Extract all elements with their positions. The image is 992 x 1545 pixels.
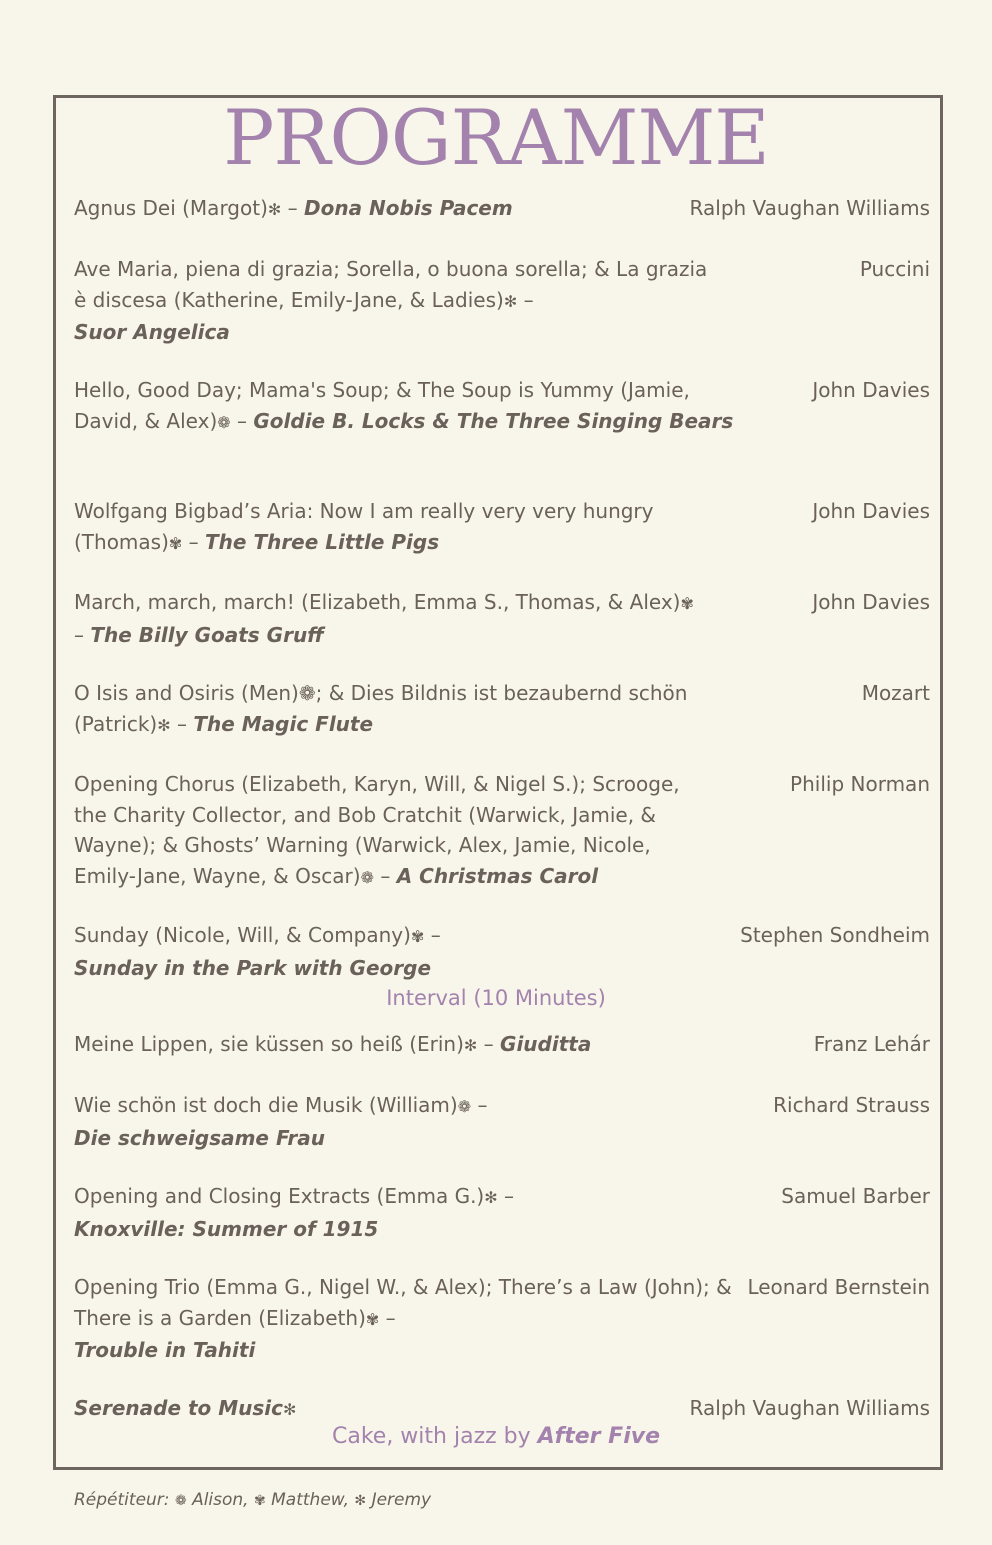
repetiteur-symbol: ✾ [365, 1309, 380, 1329]
work-title: Giuditta [500, 1032, 592, 1056]
programme-entry [74, 375, 930, 438]
composer: Ralph Vaughan Williams [689, 196, 930, 220]
work-title: Trouble in Tahiti [74, 1338, 256, 1362]
repetiteur-symbol: ✻ [267, 200, 282, 219]
composer: Philip Norman [790, 772, 930, 796]
clover-symbol-icon: ✾ [254, 1493, 266, 1509]
composer: Puccini [859, 257, 930, 281]
composer: John Davies [812, 378, 930, 402]
band-name: After Five [537, 1424, 661, 1449]
programme-entry [74, 254, 930, 348]
repetiteur-symbol: ✾ [410, 927, 425, 946]
work-title: The Magic Flute [193, 711, 374, 736]
work-title: Serenade to Music [74, 1396, 283, 1420]
composer: Mozart [861, 681, 930, 705]
programme-entry [74, 193, 930, 226]
work-title: Suor Angelica [74, 320, 230, 344]
piece-text: Opening and Closing Extracts (Emma G.)✻ – Knoxville: Summer of 1915 [74, 1184, 514, 1241]
repetiteur-symbol: ❁ [217, 412, 231, 432]
programme-entry [74, 587, 930, 650]
programme-entry [74, 769, 930, 893]
programme-entry [74, 496, 930, 559]
composer: Franz Lehár [813, 1032, 930, 1056]
repetiteur-symbol: ✾ [680, 594, 694, 613]
page-title: PROGRAMME [223, 93, 769, 182]
piece-text: Opening Chorus (Elizabeth, Karyn, Will, & Nigel S.); Scrooge, the Charity Collector, and Bob Cratchit (Warwick, Jamie, & Wayne); & Ghosts’ Warning (Warwick, Alex, Jamie, Nicole, Emily-Jane, Wayne, & Oscar)❁ – A Christmas Carol [74, 772, 680, 888]
composer: Ralph Vaughan Williams [689, 1396, 930, 1420]
programme-entry [74, 1029, 930, 1062]
piece-text: March, march, march! (Elizabeth, Emma S., Thomas, & Alex)✾ – The Billy Goats Gruff [74, 590, 694, 647]
interval-note: Interval (10 Minutes) [386, 986, 606, 1010]
piece-text: Agnus Dei (Margot)✻ – Dona Nobis Pacem [74, 196, 513, 220]
repetiteur-symbol: ✻ [484, 1188, 498, 1207]
piece-text: Hello, Good Day; Mama's Soup; & The Soup is Yummy (Jamie, David, & Alex)❁ – Goldie B. Locks & The Three Singing Bears [74, 378, 734, 433]
composer: Leonard Bernstein [747, 1275, 930, 1299]
programme-entry [74, 1090, 930, 1153]
repetiteur-symbol: ✻ [283, 1400, 297, 1419]
work-title: The Three Little Pigs [205, 529, 440, 554]
piece-text: Sunday (Nicole, Will, & Company)✾ – Sunday in the Park with George [74, 923, 441, 980]
repetiteur-footer: Répétiteur: ❁ Alison, ✾ Matthew, ✻ Jeremy [74, 1490, 432, 1510]
programme-entry [74, 920, 930, 983]
piece-text: Opening Trio (Emma G., Nigel W., & Alex); There’s a Law (John); & There is a Garden (Elizabeth)✾ – Trouble in Tahiti [74, 1275, 732, 1362]
piece-text [74, 1393, 714, 1426]
work-title: Dona Nobis Pacem [304, 196, 513, 220]
work-title: Goldie B. Locks & The Three Singing Bears [253, 408, 734, 433]
programme-entry [74, 678, 930, 741]
composer: John Davies [812, 590, 930, 614]
asterisk-symbol-icon: ✻ [354, 1493, 367, 1509]
piece-text: Wolfgang Bigbad’s Aria: Now I am really very very hungry (Thomas)✾ – The Three Little Pigs [74, 499, 654, 554]
programme-entry [74, 1272, 930, 1366]
composer: Stephen Sondheim [740, 923, 930, 947]
finale-note: Cake, with jazz by After Five [331, 1424, 661, 1449]
work-title: Die schweigsame Frau [74, 1125, 326, 1150]
composer: Samuel Barber [781, 1184, 930, 1208]
piece-text: Ave Maria, piena di grazia; Sorella, o buona sorella; & La grazia è discesa (Katherine, Emily-Jane, & Ladies)✻ – Suor Angelica [74, 257, 708, 344]
programme-entry [74, 1393, 930, 1426]
work-title: A Christmas Carol [396, 863, 599, 888]
piece-text: Wie schön ist doch die Musik (William)❁ – Die schweigsame Frau [74, 1093, 488, 1150]
repetiteur-symbol: ✾ [168, 533, 183, 553]
piece-text: O Isis and Osiris (Men)❁; & Dies Bildnis ist bezaubernd schön (Patrick)✻ – The Magic Flute [74, 681, 688, 736]
repetiteur-symbol: ✻ [463, 1036, 478, 1055]
composer: John Davies [812, 499, 930, 523]
programme-entry [74, 1181, 930, 1244]
flower-symbol-icon: ❁ [174, 1493, 187, 1509]
composer: Richard Strauss [773, 1093, 930, 1117]
piece-text: Meine Lippen, sie küssen so heiß (Erin)✻ – Giuditta [74, 1032, 592, 1056]
repetiteur-symbol: ✻ [157, 715, 171, 735]
work-title: Sunday in the Park with George [74, 955, 432, 980]
repetiteur-symbol: ✻ [503, 291, 518, 311]
work-title: Knoxville: Summer of 1915 [74, 1216, 379, 1241]
repetiteur-symbol: ❁ [360, 867, 374, 887]
work-title: The Billy Goats Gruff [90, 622, 324, 647]
repetiteur-symbol: ❁ [457, 1097, 472, 1116]
